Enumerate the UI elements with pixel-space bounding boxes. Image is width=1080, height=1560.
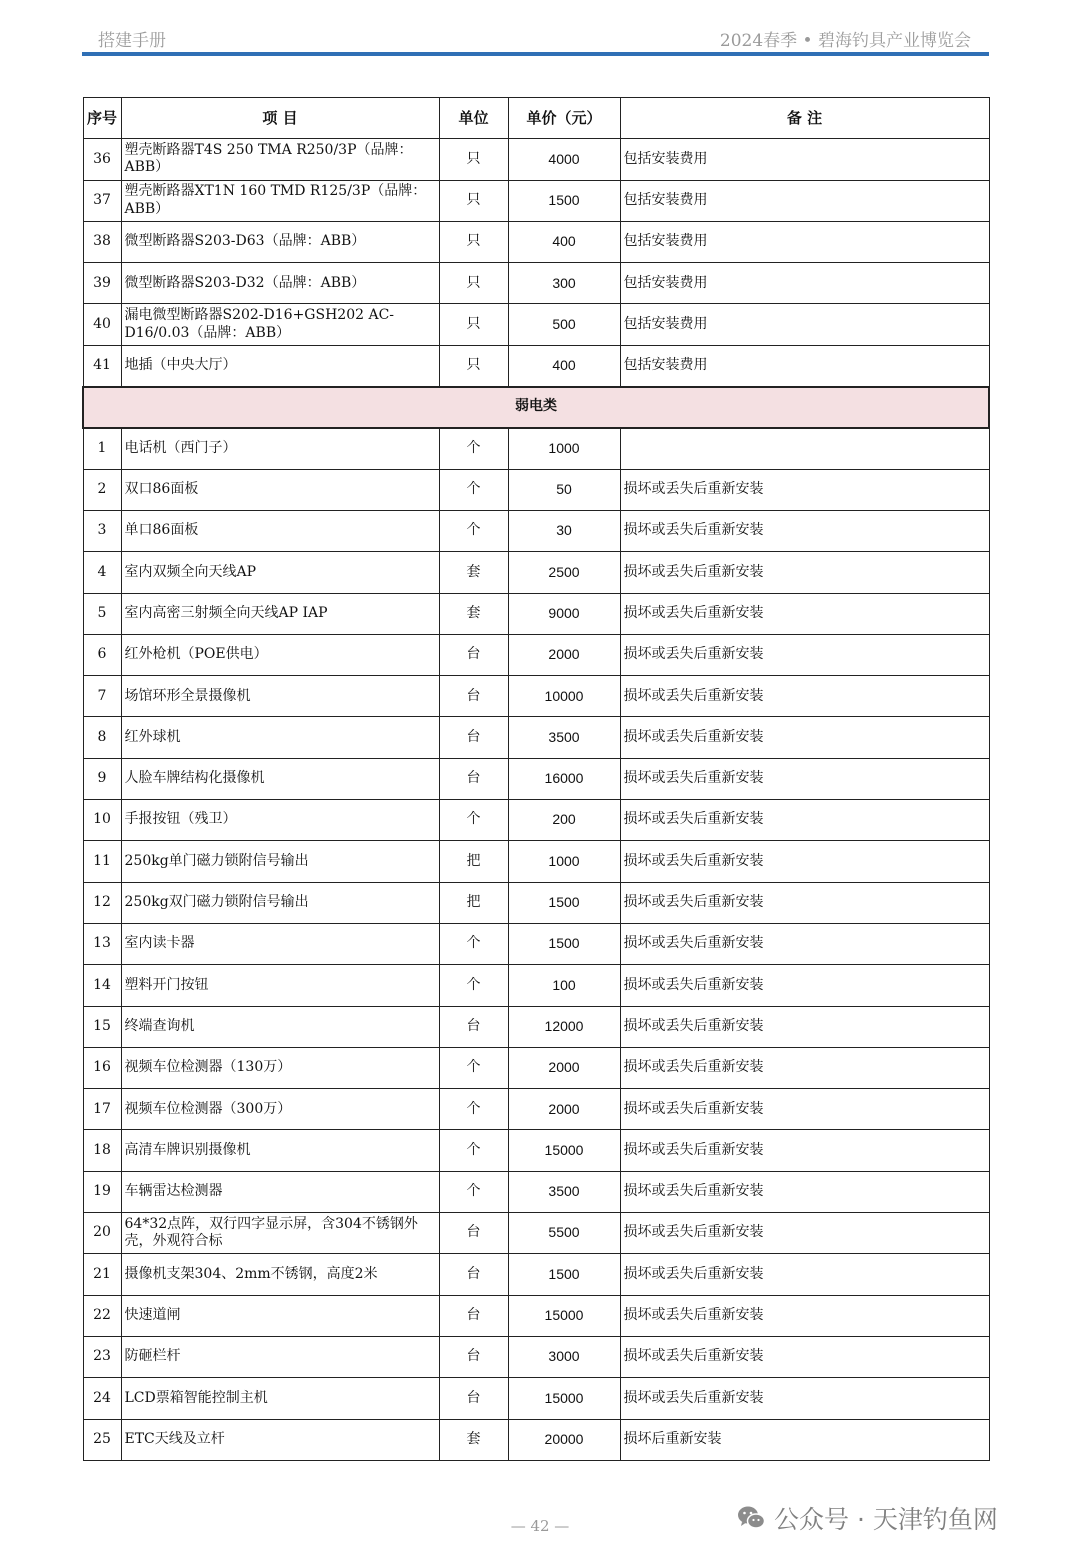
table-row xyxy=(83,469,989,510)
table-row xyxy=(83,717,989,758)
cell-unit: 套 xyxy=(439,552,508,593)
cell-price: 9000 xyxy=(508,593,620,634)
cell-no: 18 xyxy=(83,1130,121,1171)
cell-price: 10000 xyxy=(508,676,620,717)
cell-item: 250kg单门磁力锁附信号输出 xyxy=(121,841,439,882)
price-table xyxy=(82,97,990,1461)
cell-price: 15000 xyxy=(508,1295,620,1336)
cell-price: 200 xyxy=(508,800,620,841)
cell-note: 损坏或丢失后重新安装 xyxy=(620,1254,989,1295)
cell-note: 损坏或丢失后重新安装 xyxy=(620,552,989,593)
cell-item: 室内高密三射频全向天线AP IAP xyxy=(121,593,439,634)
cell-no: 38 xyxy=(83,221,121,262)
cell-item: LCD票箱智能控制主机 xyxy=(121,1378,439,1419)
table-header-row xyxy=(83,98,989,139)
cell-note: 损坏或丢失后重新安装 xyxy=(620,1213,989,1254)
cell-note: 损坏或丢失后重新安装 xyxy=(620,593,989,634)
cell-item: 终端查询机 xyxy=(121,1006,439,1047)
cell-unit: 个 xyxy=(439,923,508,964)
cell-price: 16000 xyxy=(508,758,620,799)
cell-no: 3 xyxy=(83,510,121,551)
table-row xyxy=(83,1419,989,1460)
cell-note: 损坏或丢失后重新安装 xyxy=(620,800,989,841)
table-row xyxy=(83,676,989,717)
cell-item: 塑料开门按钮 xyxy=(121,965,439,1006)
cell-item: 地插（中央大厅） xyxy=(121,345,439,386)
col-header-unit: 单位 xyxy=(439,98,508,139)
cell-item: 64*32点阵，双行四字显示屏，含304不锈钢外壳，外观符合标 xyxy=(121,1213,439,1254)
cell-no: 19 xyxy=(83,1171,121,1212)
cell-price: 2500 xyxy=(508,552,620,593)
cell-unit: 台 xyxy=(439,758,508,799)
cell-note: 损坏或丢失后重新安装 xyxy=(620,965,989,1006)
cell-item: 单口86面板 xyxy=(121,510,439,551)
cell-item: 防砸栏杆 xyxy=(121,1336,439,1377)
cell-no: 12 xyxy=(83,882,121,923)
cell-note: 损坏或丢失后重新安装 xyxy=(620,1047,989,1088)
table-row xyxy=(83,841,989,882)
cell-note: 损坏或丢失后重新安装 xyxy=(620,676,989,717)
cell-unit: 台 xyxy=(439,1336,508,1377)
cell-item: 视频车位检测器（300万） xyxy=(121,1089,439,1130)
cell-note: 损坏或丢失后重新安装 xyxy=(620,717,989,758)
cell-price: 2000 xyxy=(508,634,620,675)
cell-price: 12000 xyxy=(508,1006,620,1047)
cell-note: 包括安装费用 xyxy=(620,221,989,262)
cell-no: 1 xyxy=(83,428,121,469)
cell-no: 40 xyxy=(83,304,121,345)
cell-unit: 只 xyxy=(439,304,508,345)
header-left-title: 搭建手册 xyxy=(98,31,166,51)
cell-item: 250kg双门磁力锁附信号输出 xyxy=(121,882,439,923)
cell-unit: 把 xyxy=(439,841,508,882)
cell-item: 红外球机 xyxy=(121,717,439,758)
section-body xyxy=(83,387,989,428)
cell-price: 300 xyxy=(508,263,620,304)
cell-item: ETC天线及立杆 xyxy=(121,1419,439,1460)
cell-item: 塑壳断路器XT1N 160 TMD R125/3P（品牌：ABB） xyxy=(121,180,439,221)
table-row xyxy=(83,304,989,345)
cell-unit: 套 xyxy=(439,593,508,634)
cell-price: 3500 xyxy=(508,717,620,758)
cell-no: 6 xyxy=(83,634,121,675)
table-row xyxy=(83,180,989,221)
cell-no: 13 xyxy=(83,923,121,964)
cell-price: 1000 xyxy=(508,428,620,469)
cell-note: 损坏或丢失后重新安装 xyxy=(620,1130,989,1171)
cell-price: 50 xyxy=(508,469,620,510)
watermark xyxy=(736,1500,998,1536)
cell-unit: 个 xyxy=(439,469,508,510)
table-row xyxy=(83,758,989,799)
cell-no: 23 xyxy=(83,1336,121,1377)
table-row xyxy=(83,345,989,386)
cell-unit: 个 xyxy=(439,1089,508,1130)
cell-no: 15 xyxy=(83,1006,121,1047)
page-number: — 42 — xyxy=(510,1517,570,1535)
header-rule xyxy=(82,52,989,56)
cell-item: 视频车位检测器（130万） xyxy=(121,1047,439,1088)
cell-unit: 套 xyxy=(439,1419,508,1460)
cell-item: 场馆环形全景摄像机 xyxy=(121,676,439,717)
cell-item: 微型断路器S203-D63（品牌：ABB） xyxy=(121,221,439,262)
cell-item: 红外枪机（POE供电） xyxy=(121,634,439,675)
table-row xyxy=(83,1336,989,1377)
cell-no: 16 xyxy=(83,1047,121,1088)
table-row xyxy=(83,593,989,634)
cell-unit: 台 xyxy=(439,1006,508,1047)
table-row xyxy=(83,1254,989,1295)
table-row xyxy=(83,923,989,964)
cell-note: 包括安装费用 xyxy=(620,345,989,386)
cell-no: 41 xyxy=(83,345,121,386)
table-row xyxy=(83,1006,989,1047)
cell-item: 微型断路器S203-D32（品牌：ABB） xyxy=(121,263,439,304)
cell-unit: 个 xyxy=(439,1171,508,1212)
cell-no: 8 xyxy=(83,717,121,758)
table-row xyxy=(83,263,989,304)
cell-item: 手报按钮（残卫） xyxy=(121,800,439,841)
cell-unit: 台 xyxy=(439,1213,508,1254)
cell-item: 室内读卡器 xyxy=(121,923,439,964)
cell-item: 摄像机支架304、2mm不锈钢，高度2米 xyxy=(121,1254,439,1295)
table-row xyxy=(83,221,989,262)
cell-note: 损坏或丢失后重新安装 xyxy=(620,1089,989,1130)
watermark-text: 公众号 · 天津钓鱼网 xyxy=(774,1505,998,1534)
table-row xyxy=(83,1171,989,1212)
table-row xyxy=(83,139,989,180)
cell-note: 包括安装费用 xyxy=(620,263,989,304)
cell-note: 损坏或丢失后重新安装 xyxy=(620,510,989,551)
cell-item: 车辆雷达检测器 xyxy=(121,1171,439,1212)
cell-note: 包括安装费用 xyxy=(620,139,989,180)
col-header-note: 备 注 xyxy=(620,98,989,139)
table-body-bottom xyxy=(83,428,989,1460)
table-row xyxy=(83,1213,989,1254)
cell-no: 39 xyxy=(83,263,121,304)
cell-unit: 把 xyxy=(439,882,508,923)
table-row xyxy=(83,882,989,923)
cell-unit: 只 xyxy=(439,180,508,221)
cell-note: 损坏或丢失后重新安装 xyxy=(620,1006,989,1047)
cell-unit: 台 xyxy=(439,634,508,675)
cell-note: 损坏或丢失后重新安装 xyxy=(620,758,989,799)
cell-item: 快速道闸 xyxy=(121,1295,439,1336)
cell-note: 包括安装费用 xyxy=(620,304,989,345)
section-row xyxy=(83,387,989,428)
cell-no: 36 xyxy=(83,139,121,180)
table-row xyxy=(83,634,989,675)
cell-unit: 个 xyxy=(439,1047,508,1088)
table-row xyxy=(83,1089,989,1130)
table-row xyxy=(83,428,989,469)
table-row xyxy=(83,1130,989,1171)
table-body-top xyxy=(83,139,989,387)
cell-note xyxy=(620,428,989,469)
cell-no: 25 xyxy=(83,1419,121,1460)
cell-price: 3000 xyxy=(508,1336,620,1377)
cell-unit: 个 xyxy=(439,800,508,841)
cell-note: 损坏或丢失后重新安装 xyxy=(620,469,989,510)
cell-item: 电话机（西门子） xyxy=(121,428,439,469)
cell-unit: 个 xyxy=(439,428,508,469)
wechat-icon xyxy=(736,1503,766,1533)
cell-price: 100 xyxy=(508,965,620,1006)
cell-no: 22 xyxy=(83,1295,121,1336)
col-header-price: 单价（元） xyxy=(508,98,620,139)
cell-price: 400 xyxy=(508,345,620,386)
cell-price: 4000 xyxy=(508,139,620,180)
cell-item: 塑壳断路器T4S 250 TMA R250/3P（品牌：ABB） xyxy=(121,139,439,180)
cell-item: 室内双频全向天线AP xyxy=(121,552,439,593)
page-header xyxy=(82,20,989,56)
cell-unit: 只 xyxy=(439,221,508,262)
cell-item: 双口86面板 xyxy=(121,469,439,510)
cell-price: 1500 xyxy=(508,923,620,964)
cell-no: 4 xyxy=(83,552,121,593)
cell-unit: 台 xyxy=(439,1295,508,1336)
cell-price: 1500 xyxy=(508,180,620,221)
table-row xyxy=(83,965,989,1006)
cell-no: 10 xyxy=(83,800,121,841)
cell-note: 损坏或丢失后重新安装 xyxy=(620,1295,989,1336)
cell-unit: 台 xyxy=(439,676,508,717)
cell-price: 400 xyxy=(508,221,620,262)
cell-item: 高清车牌识别摄像机 xyxy=(121,1130,439,1171)
cell-no: 7 xyxy=(83,676,121,717)
cell-price: 2000 xyxy=(508,1047,620,1088)
cell-unit: 只 xyxy=(439,139,508,180)
cell-price: 1500 xyxy=(508,1254,620,1295)
cell-item: 人脸车牌结构化摄像机 xyxy=(121,758,439,799)
cell-note: 损坏或丢失后重新安装 xyxy=(620,882,989,923)
cell-price: 1000 xyxy=(508,841,620,882)
table-row xyxy=(83,552,989,593)
cell-note: 包括安装费用 xyxy=(620,180,989,221)
col-header-no: 序号 xyxy=(83,98,121,139)
cell-price: 2000 xyxy=(508,1089,620,1130)
cell-no: 9 xyxy=(83,758,121,799)
cell-no: 37 xyxy=(83,180,121,221)
cell-price: 3500 xyxy=(508,1171,620,1212)
table-row xyxy=(83,1047,989,1088)
cell-price: 20000 xyxy=(508,1419,620,1460)
cell-no: 5 xyxy=(83,593,121,634)
cell-item: 漏电微型断路器S202-D16+GSH202 AC-D16/0.03（品牌：ABB） xyxy=(121,304,439,345)
cell-unit: 个 xyxy=(439,510,508,551)
cell-no: 24 xyxy=(83,1378,121,1419)
cell-note: 损坏或丢失后重新安装 xyxy=(620,1378,989,1419)
cell-no: 20 xyxy=(83,1213,121,1254)
cell-unit: 个 xyxy=(439,965,508,1006)
cell-price: 5500 xyxy=(508,1213,620,1254)
cell-price: 15000 xyxy=(508,1378,620,1419)
cell-price: 1500 xyxy=(508,882,620,923)
cell-unit: 个 xyxy=(439,1130,508,1171)
cell-no: 21 xyxy=(83,1254,121,1295)
cell-note: 损坏或丢失后重新安装 xyxy=(620,1171,989,1212)
cell-no: 2 xyxy=(83,469,121,510)
cell-unit: 台 xyxy=(439,1378,508,1419)
cell-note: 损坏或丢失后重新安装 xyxy=(620,1336,989,1377)
table-row xyxy=(83,510,989,551)
cell-unit: 只 xyxy=(439,345,508,386)
table-row xyxy=(83,800,989,841)
cell-unit: 台 xyxy=(439,1254,508,1295)
cell-price: 500 xyxy=(508,304,620,345)
table-row xyxy=(83,1378,989,1419)
table-row xyxy=(83,1295,989,1336)
cell-no: 17 xyxy=(83,1089,121,1130)
cell-no: 11 xyxy=(83,841,121,882)
cell-price: 15000 xyxy=(508,1130,620,1171)
cell-price: 30 xyxy=(508,510,620,551)
header-right-title: 2024春季 • 碧海钓具产业博览会 xyxy=(719,31,971,51)
cell-no: 14 xyxy=(83,965,121,1006)
cell-note: 损坏或丢失后重新安装 xyxy=(620,841,989,882)
cell-note: 损坏后重新安装 xyxy=(620,1419,989,1460)
col-header-item: 项 目 xyxy=(121,98,439,139)
section-title: 弱电类 xyxy=(83,387,989,428)
cell-unit: 台 xyxy=(439,717,508,758)
cell-note: 损坏或丢失后重新安装 xyxy=(620,634,989,675)
cell-note: 损坏或丢失后重新安装 xyxy=(620,923,989,964)
cell-unit: 只 xyxy=(439,263,508,304)
